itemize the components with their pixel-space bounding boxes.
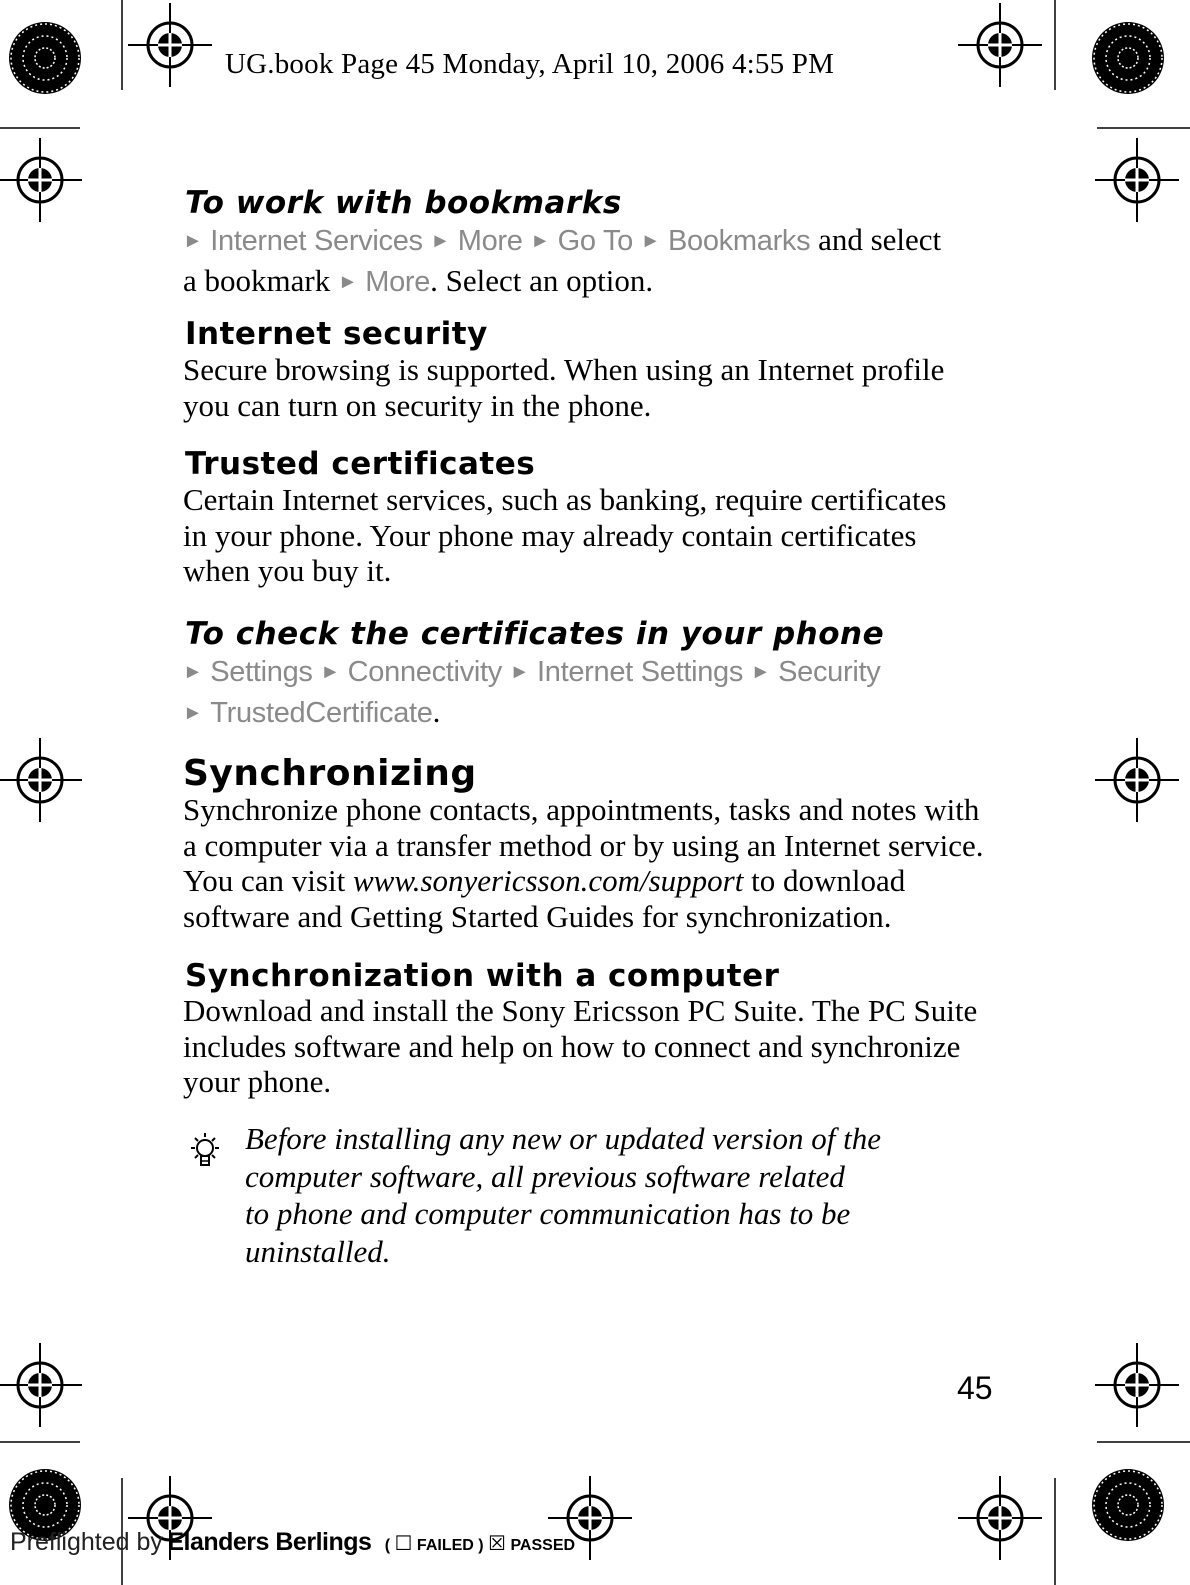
page-number: 45 bbox=[957, 1370, 993, 1406]
heading-check-certificates: To check the certificates in your phone bbox=[185, 616, 885, 652]
lightbulb-icon bbox=[191, 1133, 219, 1165]
sync-computer-body: Download and install the Sony Ericsson PC Suite. The PC Suite includes software and help on how to connect and synchronize your phone. bbox=[183, 993, 978, 1099]
arrow-icon: ► bbox=[183, 230, 203, 252]
passed-checkbox: ☒ bbox=[488, 1533, 506, 1555]
failed-label: FAILED bbox=[416, 1537, 474, 1554]
security-body: Secure browsing is supported. When using an Internet profile you can turn on security in the phone. bbox=[183, 352, 945, 423]
check-certificates-body: ► Settings ► Connectivity ► Internet Settings ► Security ► TrustedCertificate. bbox=[183, 656, 881, 729]
print-header: UG.book Page 45 Monday, April 10, 2006 4:55 PM bbox=[225, 48, 835, 80]
path-internet-settings: Internet Settings bbox=[537, 656, 744, 688]
arrow-icon: ► bbox=[337, 270, 358, 293]
star-target-bottom-right bbox=[1092, 1469, 1164, 1541]
heading-sync-with-computer: Synchronization with a computer bbox=[185, 958, 780, 994]
certificates-body: Certain Internet services, such as banking, require certificates in your phone. Your phone may already contain certificates when you buy it. bbox=[183, 482, 947, 588]
arrow-icon: ► bbox=[640, 230, 661, 252]
path-internet-services: Internet Services bbox=[210, 225, 423, 257]
brand-logo: Elanders Berlings bbox=[167, 1528, 372, 1556]
passed-label: PASSED bbox=[510, 1537, 576, 1554]
failed-checkbox: ☐ bbox=[394, 1533, 413, 1555]
preflight-footer: Preflighted by Elanders Berlings ( ☐ FAILED ) ☒ PASSED bbox=[10, 1528, 576, 1556]
path-more: More bbox=[365, 265, 431, 298]
path-trusted-certificate: TrustedCertificate bbox=[210, 696, 433, 729]
support-link[interactable]: www.sonyericsson.com/support bbox=[352, 863, 744, 898]
arrow-icon: ► bbox=[430, 230, 450, 252]
path-security: Security bbox=[778, 656, 881, 688]
heading-trusted-certificates: Trusted certificates bbox=[185, 446, 536, 482]
path-settings: Settings bbox=[210, 656, 313, 688]
star-target-top-left bbox=[9, 22, 81, 94]
arrow-icon: ► bbox=[320, 661, 340, 683]
path-connectivity: Connectivity bbox=[347, 656, 502, 688]
solid-target-top-right bbox=[1092, 22, 1164, 94]
path-more: More bbox=[457, 225, 523, 257]
arrow-icon: ► bbox=[750, 661, 771, 683]
path-bookmarks: Bookmarks bbox=[667, 225, 811, 257]
preflighted-label: Preflighted by bbox=[10, 1528, 163, 1556]
synchronizing-body: Synchronize phone contacts, appointments, tasks and notes with a computer via a transfer method or by using an Internet service. You can visit www.sonyericsson.com/support to download software and Getting Started Guides for synchronization. bbox=[183, 792, 984, 934]
arrow-icon: ► bbox=[530, 230, 550, 252]
arrow-icon: ► bbox=[183, 661, 203, 683]
bookmarks-body: ► Internet Services ► More ► Go To ► Bookmarks and select a bookmark ► More. Select an option. bbox=[183, 222, 942, 298]
heading-synchronizing: Synchronizing bbox=[183, 753, 477, 794]
path-go-to: Go To bbox=[557, 225, 633, 257]
arrow-icon: ► bbox=[183, 701, 203, 724]
arrow-icon: ► bbox=[509, 661, 530, 683]
heading-internet-security: Internet security bbox=[185, 316, 488, 352]
heading-bookmarks: To work with bookmarks bbox=[185, 185, 622, 221]
tip-note: Before installing any new or updated version of the computer software, all previous software related to phone and computer communication has to be uninstalled. bbox=[245, 1121, 881, 1269]
